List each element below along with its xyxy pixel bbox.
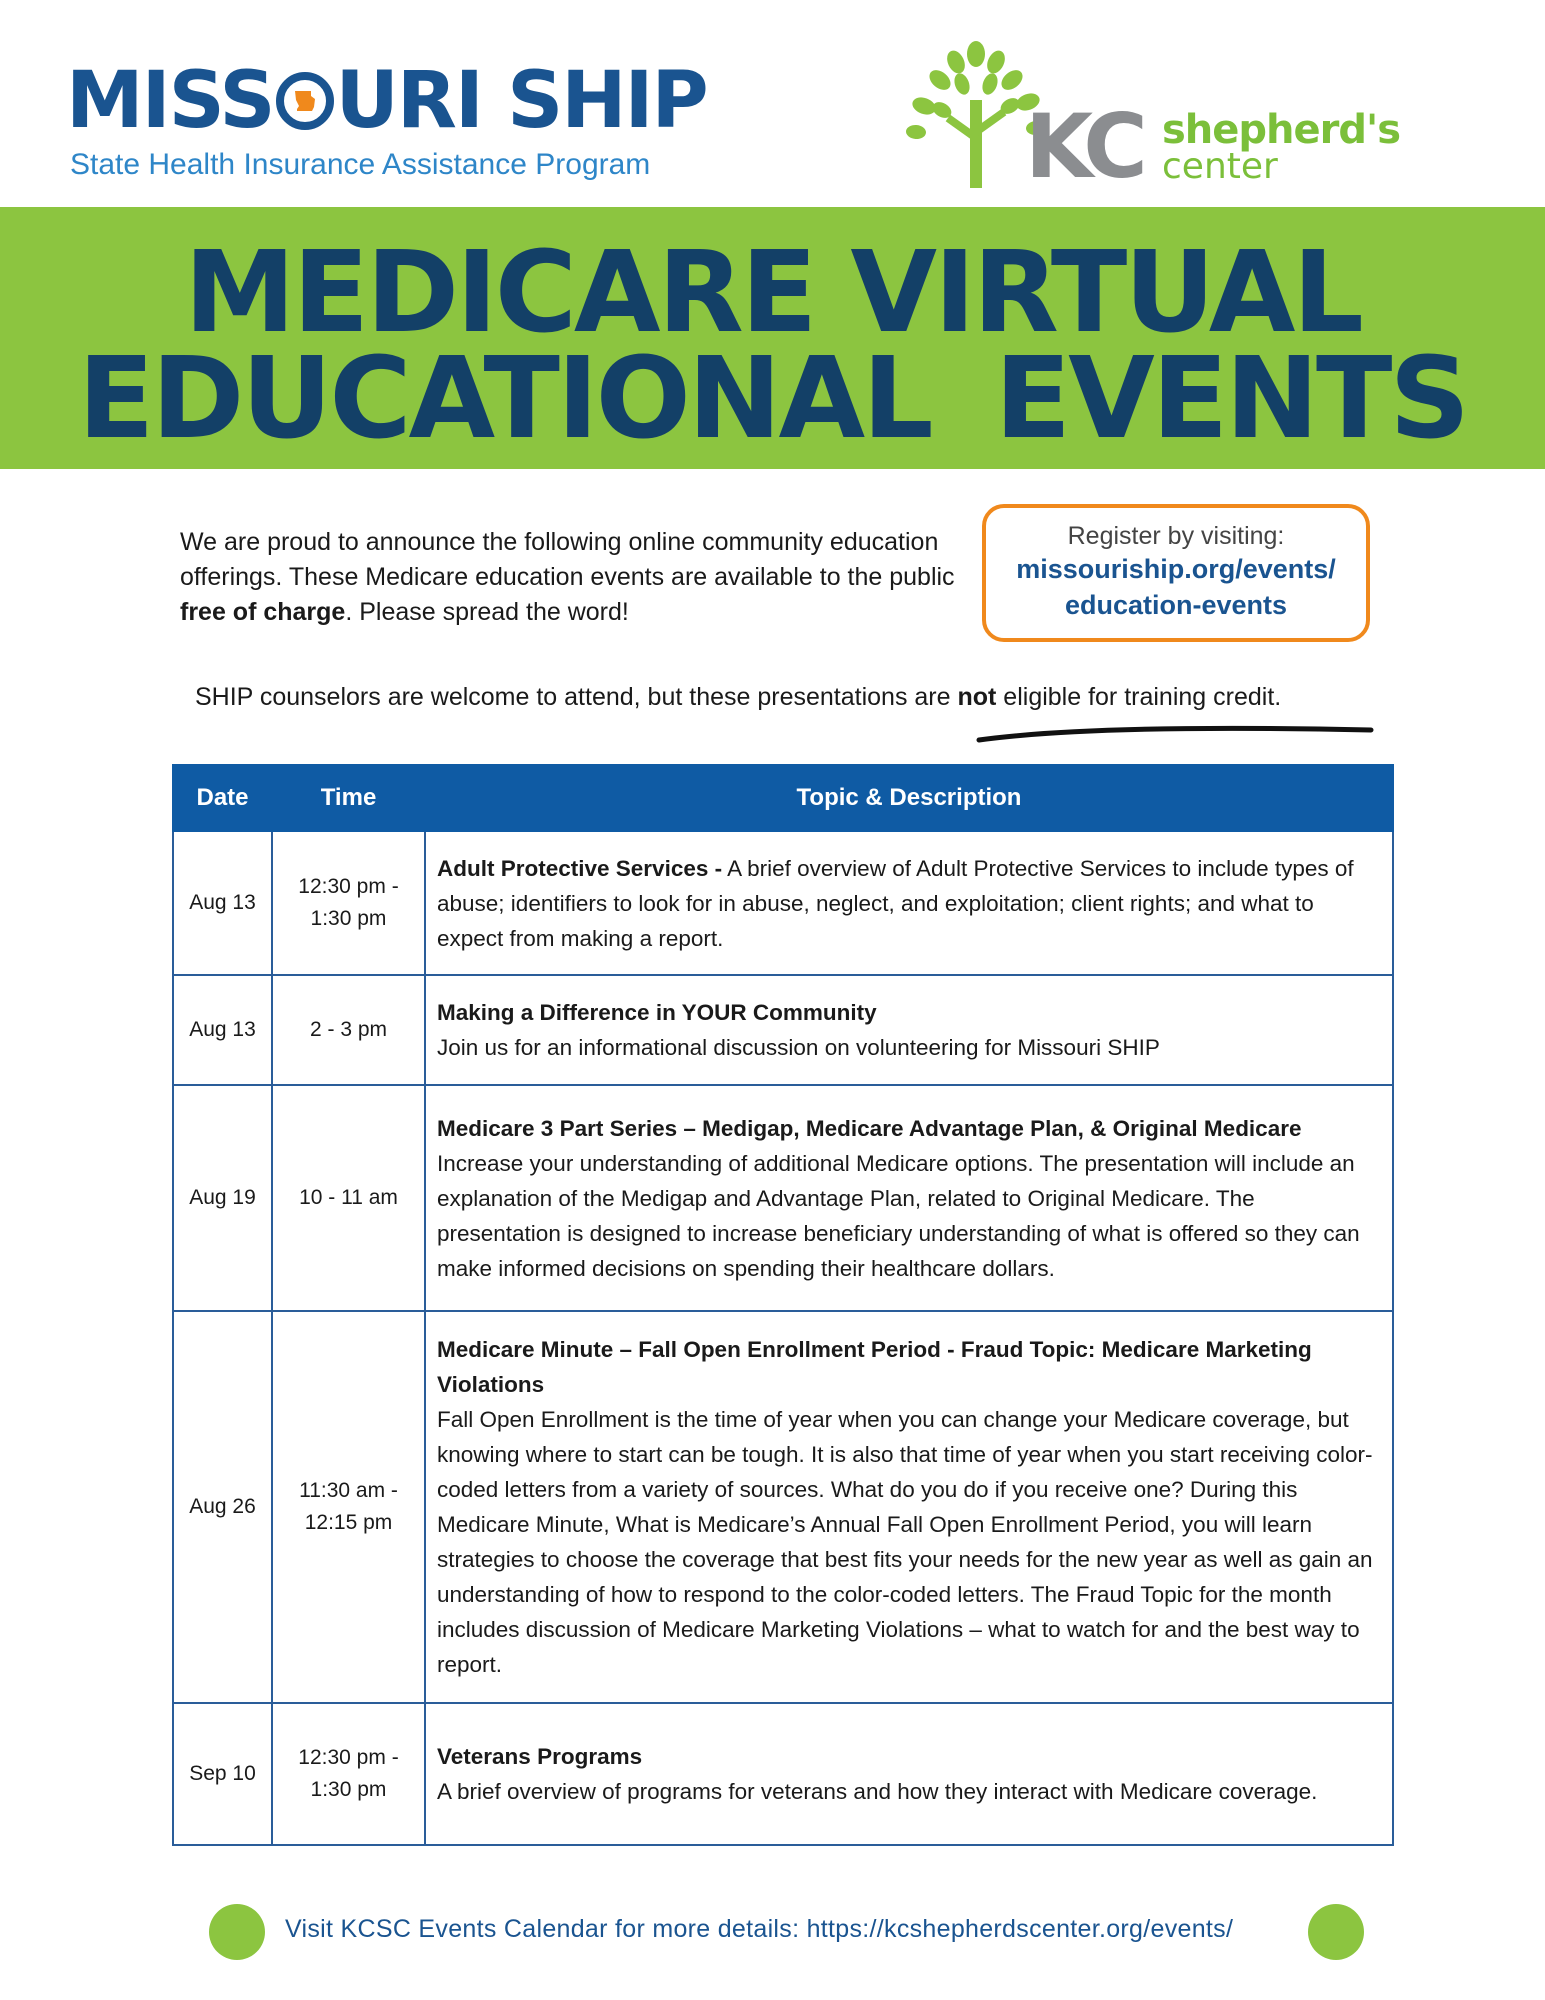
ship-wordmark <box>66 58 766 144</box>
intro-bold: free of charge <box>180 598 346 626</box>
event-time-start: 10 - 11 am <box>299 1186 398 1209</box>
event-topic: Veterans Programs <box>437 1744 643 1769</box>
table-row <box>173 1703 1393 1845</box>
event-description-text: A brief overview of programs for veterans and how they interact with Medicare coverage. <box>437 1779 1318 1804</box>
event-topic: Adult Protective Services - <box>437 855 723 881</box>
event-date: Aug 13 <box>173 975 272 1085</box>
event-time-start: 12:30 pm - <box>298 875 399 898</box>
kc-letters: KC <box>1025 95 1142 198</box>
event-description-text: Fall Open Enrollment is the time of year when you can change your Medicare coverage, but knowing where to start can be tough. It is also that time of year when you start receiving color-coded letters from a variety of sources. What do you do if you receive one? During this Medicare Minute, What is Medicare’s Annual Fall Open Enrollment Period, you will learn strategies to choose the coverage that best fits your needs for the new year as well as gain an understanding of how to respond to the color-coded letters. The Fraud Topic for the month includes discussion of Medicare Marketing Violations – what to watch for and the best way to report. <box>437 1407 1373 1677</box>
table-row <box>173 831 1393 975</box>
counselor-text-end: eligible for training credit. <box>996 683 1282 711</box>
event-description <box>425 1085 1393 1311</box>
event-date: Sep 10 <box>173 1703 272 1845</box>
underline-swoosh <box>975 718 1375 748</box>
register-label: Register by visiting: <box>1067 522 1285 550</box>
intro-text-end: . Please spread the word! <box>345 598 629 626</box>
event-description <box>425 1703 1393 1845</box>
table-header-row <box>173 765 1393 831</box>
event-time-end: 12:15 pm <box>304 1511 393 1534</box>
counselor-bold: not <box>957 683 997 711</box>
events-table <box>172 764 1394 1846</box>
event-description <box>425 1311 1393 1703</box>
kc-name: shepherd's <box>1162 107 1401 153</box>
header-date: Date <box>173 765 272 831</box>
event-date: Aug 13 <box>173 831 272 975</box>
event-time-end: 1:30 pm <box>310 907 387 930</box>
table-row <box>173 1085 1393 1311</box>
event-description <box>425 975 1393 1085</box>
event-time <box>272 1085 425 1311</box>
header-time: Time <box>272 765 425 831</box>
footer-dot-left <box>209 1904 265 1960</box>
event-topic: Making a Difference in YOUR Community <box>437 1000 877 1025</box>
kc-suffix: center <box>1162 146 1278 187</box>
event-time <box>272 831 425 975</box>
missouri-ship-logo <box>66 58 766 188</box>
ship-word-right: URI SHIP <box>335 56 707 146</box>
title-banner <box>0 207 1545 469</box>
register-box[interactable] <box>982 504 1370 642</box>
footer-dot-right <box>1308 1904 1364 1960</box>
event-description <box>425 831 1393 975</box>
event-time <box>272 975 425 1085</box>
intro-paragraph <box>180 525 980 630</box>
header-topic: Topic & Description <box>425 765 1393 831</box>
counselor-note <box>195 683 1395 712</box>
event-time-start: 11:30 am - <box>299 1479 398 1502</box>
event-time <box>272 1703 425 1845</box>
event-time-end: 1:30 pm <box>310 1778 387 1801</box>
register-url-line-2[interactable]: education-events <box>1064 590 1288 620</box>
event-date: Aug 19 <box>173 1085 272 1311</box>
register-url-line-1[interactable]: missouriship.org/events/ <box>1016 554 1336 584</box>
event-date: Aug 26 <box>173 1311 272 1703</box>
title-line-1: MEDICARE VIRTUAL <box>184 228 1361 358</box>
event-time-start: 12:30 pm - <box>298 1746 399 1769</box>
intro-text: We are proud to announce the following online community education offerings. These Medicare education events are available to the public <box>180 528 955 591</box>
event-description-text: Join us for an informational discussion on volunteering for Missouri SHIP <box>437 1035 1160 1060</box>
event-description-text: Increase your understanding of additional Medicare options. The presentation will include an explanation of the Medigap and Advantage Plan, related to Original Medicare. The presentation is designed to increase beneficiary understanding of what is offered so they can make informed decisions on spending their healthcare dollars. <box>437 1150 1360 1281</box>
event-topic: Medicare Minute – Fall Open Enrollment Period - Fraud Topic: Medicare Marketing Violations <box>437 1337 1312 1397</box>
counselor-text: SHIP counselors are welcome to attend, but these presentations are <box>195 683 958 711</box>
title-line-2: EDUCATIONAL EVENTS <box>77 334 1468 464</box>
event-time-start: 2 - 3 pm <box>309 1018 388 1041</box>
footer-text[interactable]: Visit KCSC Events Calendar for more details: https://kcshepherdscenter.org/events/ <box>285 1915 1234 1943</box>
missouri-state-icon <box>276 72 334 130</box>
ship-subtitle: State Health Insurance Assistance Program <box>70 148 651 181</box>
table-row <box>173 1311 1393 1703</box>
kc-shepherds-center-logo <box>900 40 1401 198</box>
event-time <box>272 1311 425 1703</box>
event-description-text: A brief overview of Adult Protective Services to include types of abuse; identifiers to look for in abuse, neglect, and exploitation; client rights; and what to expect from making a report. <box>437 855 1354 951</box>
table-row <box>173 975 1393 1085</box>
event-topic: Medicare 3 Part Series – Medigap, Medicare Advantage Plan, & Original Medicare <box>437 1115 1302 1141</box>
ship-word-left: MISS <box>66 56 274 146</box>
